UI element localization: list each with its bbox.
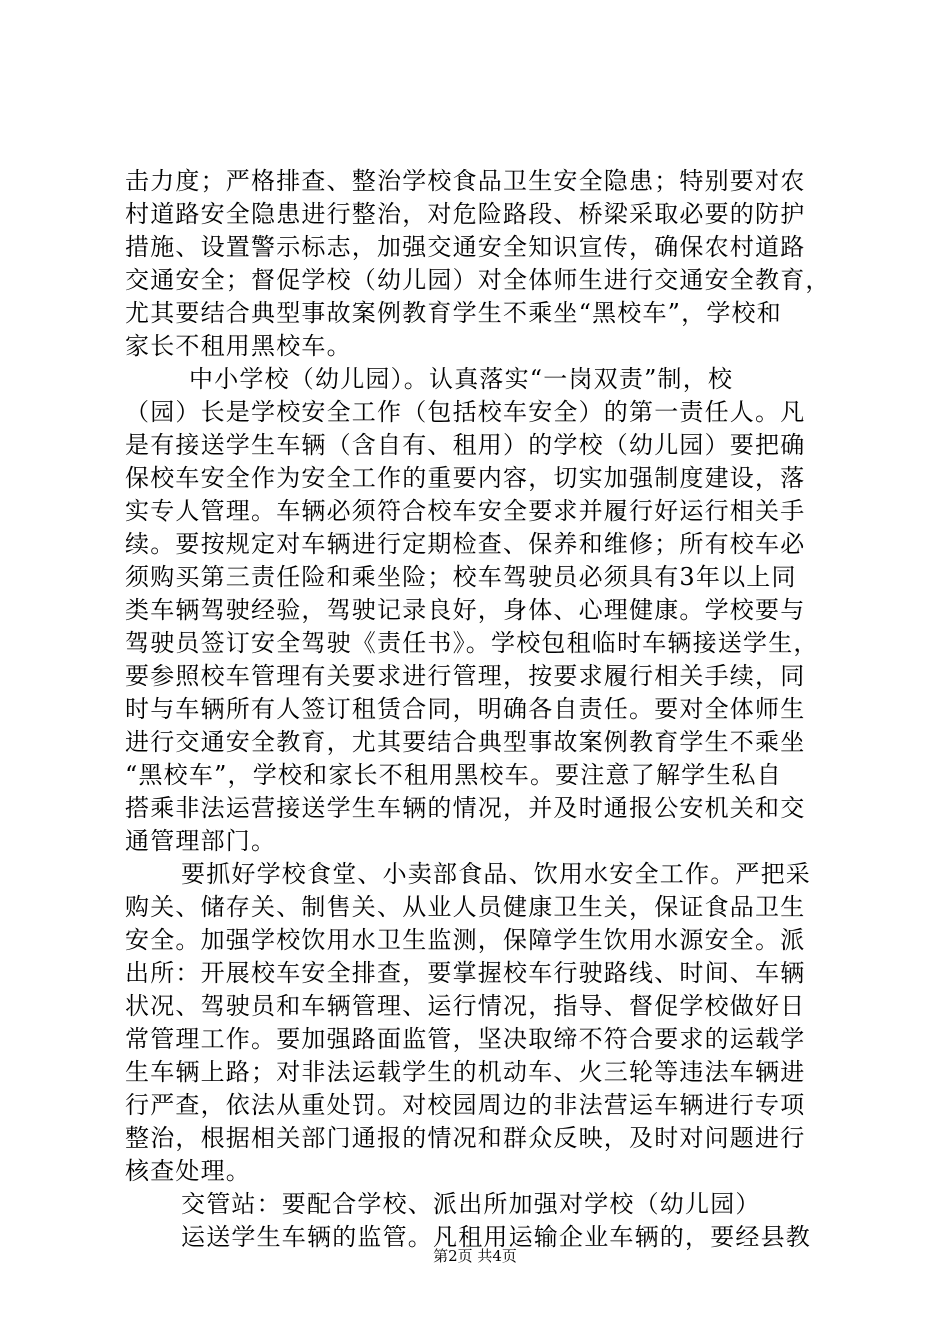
text-line: 要参照校车管理有关要求进行管理，按要求履行相关手续，同 (125, 662, 806, 690)
text-line: 交通安全；督促学校（幼儿园）对全体师生进行交通安全教育， (125, 266, 831, 294)
text-line: 搭乘非法运营接送学生车辆的情况，并及时通报公安机关和交 (125, 794, 806, 822)
text-line: 家长不租用黑校车。 (125, 332, 352, 360)
text-line: 击力度；严格排查、整治学校食品卫生安全隐患；特别要对农 (125, 167, 806, 195)
text-line: 保校车安全作为安全工作的重要内容，切实加强制度建设，落 (125, 464, 806, 492)
text-line: 生车辆上路；对非法运载学生的机动车、火三轮等违法车辆进 (125, 1058, 806, 1086)
text-line: 通管理部门。 (125, 827, 277, 855)
text-line: 尤其要结合典型事故案例教育学生不乘坐“黑校车”，学校和 (125, 299, 782, 327)
text-line: 是有接送学生车辆（含自有、租用）的学校（幼儿园）要把确 (125, 431, 806, 459)
text-line: 安全。加强学校饮用水卫生监测，保障学生饮用水源安全。派 (125, 926, 806, 954)
paragraph-start-line: 交管站：要配合学校、派出所加强对学校（幼儿园） (181, 1190, 761, 1218)
text-line: 常管理工作。要加强路面监管，坚决取缔不符合要求的运载学 (125, 1025, 806, 1053)
text-line: 须购买第三责任险和乘坐险；校车驾驶员必须具有3年以上同 (125, 563, 797, 591)
text-line: “黑校车”，学校和家长不租用黑校车。要注意了解学生私自 (125, 761, 782, 789)
page-number-footer: 第2页 共4页 (433, 1247, 517, 1265)
text-line: 状况、驾驶员和车辆管理、运行情况，指导、督促学校做好日 (125, 992, 806, 1020)
text-line: 进行交通安全教育，尤其要结合典型事故案例教育学生不乘坐 (125, 728, 806, 756)
text-line: 运送学生车辆的监管。凡租用运输企业车辆的，要经县教 (181, 1223, 811, 1251)
paragraph-start-line: 中小学校（幼儿园）。认真落实“一岗双责”制，校 (189, 365, 734, 393)
document-body (125, 165, 835, 1254)
paragraph-start-line: 要抓好学校食堂、小卖部食品、饮用水安全工作。严把采 (181, 860, 811, 888)
text-line: 实专人管理。车辆必须符合校车安全要求并履行好运行相关手 (125, 497, 806, 525)
text-line: 措施、设置警示标志，加强交通安全知识宣传，确保农村道路 (125, 233, 806, 261)
text-line: 行严查，依法从重处罚。对校园周边的非法营运车辆进行专项 (125, 1091, 806, 1119)
text-line: 出所：开展校车安全排查，要掌握校车行驶路线、时间、车辆 (125, 959, 806, 987)
text-line: 类车辆驾驶经验，驾驶记录良好，身体、心理健康。学校要与 (125, 596, 806, 624)
text-line: （园）长是学校安全工作（包括校车安全）的第一责任人。凡 (125, 398, 806, 426)
text-line: 时与车辆所有人签订租赁合同，明确各自责任。要对全体师生 (125, 695, 806, 723)
text-line: 续。要按规定对车辆进行定期检查、保养和维修；所有校车必 (125, 530, 806, 558)
text-line: 购关、储存关、制售关、从业人员健康卫生关，保证食品卫生 (125, 893, 806, 921)
text-line: 村道路安全隐患进行整治，对危险路段、桥梁采取必要的防护 (125, 200, 806, 228)
text-line: 整治，根据相关部门通报的情况和群众反映，及时对问题进行 (125, 1124, 806, 1152)
text-line: 核查处理。 (125, 1157, 251, 1185)
text-line: 驾驶员签订安全驾驶《责任书》。学校包租临时车辆接送学生， (125, 629, 819, 657)
